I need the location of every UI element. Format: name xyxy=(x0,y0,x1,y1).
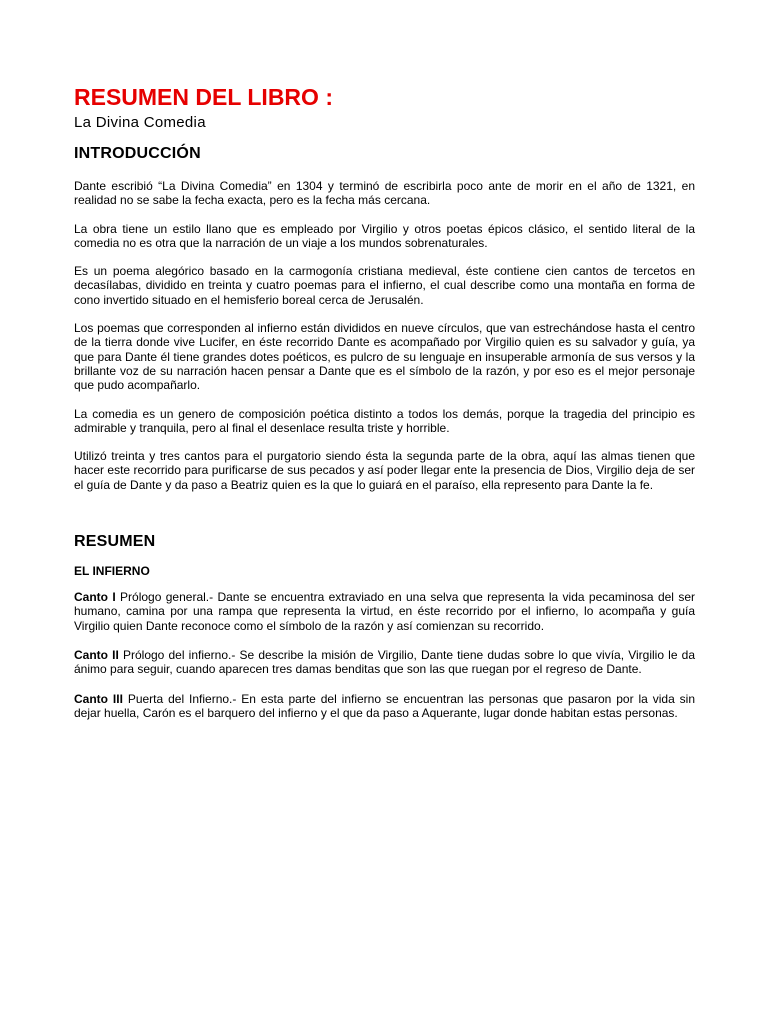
canto-paragraph xyxy=(74,648,695,677)
document-title: RESUMEN DEL LIBRO : xyxy=(74,84,333,110)
canto-label: Canto II xyxy=(74,647,119,662)
cantos-section xyxy=(74,590,695,720)
intro-paragraph: La comedia es un genero de composición poética distinto a todos los demás, porque la tragedia del principio es admirable y tranquila, pero al final el desenlace resulta triste y horrible. xyxy=(74,406,695,435)
intro-paragraph: Utilizó treinta y tres cantos para el purgatorio siendo ésta la segunda parte de la obra, aquí las almas tienen que hacer este recorrido para purificarse de sus pecados y así poder llegar ente la presencia de Dios, Virgilio deja de ser el guía de Dante y da paso a Beatriz quien es la que lo guiará en el paraíso, ella represento para Dante la fe. xyxy=(74,449,695,492)
document-subtitle: La Divina Comedia xyxy=(74,114,206,131)
intro-section xyxy=(74,179,695,492)
resumen-heading: RESUMEN xyxy=(74,533,156,551)
intro-paragraph: Dante escribió “La Divina Comedia” en 1304 y terminó de escribirla poco ante de morir en el año de 1321, en realidad no se sabe la fecha exacta, pero es la fecha más cercana. xyxy=(74,179,695,208)
intro-heading: INTRODUCCIÓN xyxy=(74,145,201,162)
canto-text: Puerta del Infierno.- En esta parte del infierno se encuentran las personas que pasaron por la vida sin dejar huella, Carón es el barquero del infierno y el que da paso a Aquerante, lugar donde habitan estas personas. xyxy=(74,691,695,720)
intro-paragraph: La obra tiene un estilo llano que es empleado por Virgilio y otros poetas épicos clásico, el sentido literal de la comedia no es otra que la narración de un viaje a los mundos sobrenaturales. xyxy=(74,221,695,250)
canto-text: Prólogo general.- Dante se encuentra extraviado en una selva que representa la vida pecaminosa del ser humano, camina por una rampa que representa la virtud, en éste recorrido por el infierno, lo acompaña y guía Virgilio quien Dante reconoce como el símbolo de la razón y así comienzan su recorrido. xyxy=(74,590,695,633)
canto-text: Prólogo del infierno.- Se describe la misión de Virgilio, Dante tiene dudas sobre lo que vivía, Virgilio le da ánimo para seguir, cuando aparecen tres damas benditas que son las que ruegan por el regreso de Dante. xyxy=(74,647,696,677)
intro-paragraph: Es un poema alegórico basado en la carmogonía cristiana medieval, éste contiene cien cantos de tercetos en decasílabas, dividido en treinta y cuatro poemas para el infierno, el cual describe como una montaña en forma de cono invertido situado en el hemisferio boreal cerca de Jerusalén. xyxy=(74,264,695,307)
canto-label: Canto I xyxy=(74,590,116,605)
canto-paragraph xyxy=(74,692,695,721)
infierno-heading: EL INFIERNO xyxy=(74,564,150,579)
canto-paragraph xyxy=(74,590,695,633)
canto-label: Canto III xyxy=(74,691,123,706)
document-page xyxy=(74,84,695,735)
intro-paragraph: Los poemas que corresponden al infierno están divididos en nueve círculos, que van estrechándose hasta el centro de la tierra donde vive Lucifer, en éste recorrido Dante es acompañado por Virgilio quien es su salvador y guía, ya que para Dante él tiene grandes dotes poéticos, es pulcro de su lenguaje en insuperable armonía de sus versos y la brillante voz de su narración hacen pensar a Dante que es el símbolo de la razón, y por eso es el mejor personaje que pudo acompañarlo. xyxy=(74,321,695,393)
